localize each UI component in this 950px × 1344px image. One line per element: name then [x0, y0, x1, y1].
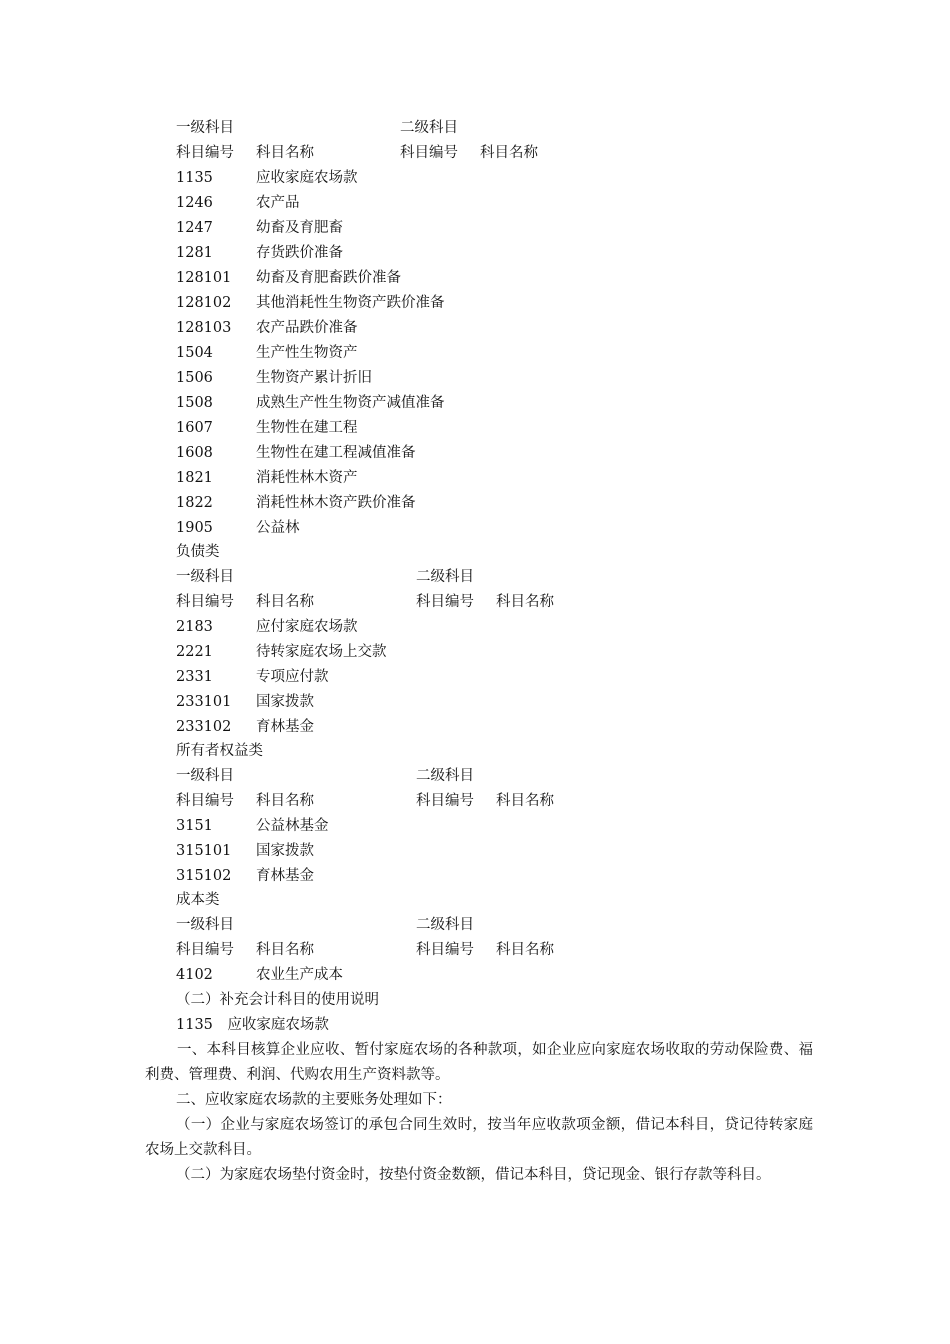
table-row	[176, 839, 816, 864]
account-code: 315102	[176, 868, 232, 884]
account-code: 1506	[176, 370, 213, 386]
liabilities-table	[176, 540, 816, 740]
table-row	[176, 864, 816, 889]
col-name: 科目名称	[256, 145, 314, 161]
header-level2: 二级科目	[416, 768, 474, 784]
account-name: 应付家庭农场款	[256, 619, 358, 635]
account-name: 生物性在建工程	[256, 420, 358, 436]
table-row	[176, 316, 816, 341]
account-code: 1135	[176, 170, 213, 186]
account-code: 233101	[176, 694, 232, 710]
section-title: 负债类	[176, 544, 220, 560]
liabilities-rows	[176, 615, 816, 740]
table-header-columns	[176, 938, 816, 963]
col-name: 科目名称	[256, 942, 314, 958]
col-name: 科目名称	[256, 793, 314, 809]
table-row	[176, 341, 816, 366]
account-name: 国家拨款	[256, 843, 314, 859]
account-code: 4102	[176, 967, 213, 983]
col-code-l2: 科目编号	[416, 594, 474, 610]
table-header-level	[176, 116, 816, 141]
account-code: 128102	[176, 295, 232, 311]
account-code: 128101	[176, 270, 232, 286]
assets-rows	[176, 166, 816, 541]
table-row	[176, 391, 816, 416]
account-name: 幼畜及育肥畜	[256, 220, 343, 236]
account-code: 1246	[176, 195, 213, 211]
header-level2: 二级科目	[416, 917, 474, 933]
section-subheading: 1135 应收家庭农场款	[176, 1017, 329, 1033]
table-row	[176, 191, 816, 216]
paragraph: （一）企业与家庭农场签订的承包合同生效时，按当年应收款项金额，借记本科目，贷记待转家庭农场上交款科目。	[145, 1117, 813, 1158]
col-code-l2: 科目编号	[416, 942, 474, 958]
assets-table	[176, 116, 816, 541]
table-row	[176, 441, 816, 466]
col-name-l2: 科目名称	[496, 942, 554, 958]
account-name: 生物资产累计折旧	[256, 370, 372, 386]
table-row	[176, 615, 816, 640]
account-name: 其他消耗性生物资产跌价准备	[256, 295, 445, 311]
account-code: 2331	[176, 669, 213, 685]
account-code: 1504	[176, 345, 213, 361]
account-name: 应收家庭农场款	[256, 170, 358, 186]
table-header-level	[176, 913, 816, 938]
account-code: 1608	[176, 445, 213, 461]
header-level1: 一级科目	[176, 120, 234, 136]
account-name: 农产品	[256, 195, 300, 211]
table-header-columns	[176, 590, 816, 615]
col-code: 科目编号	[176, 594, 234, 610]
account-name: 农产品跌价准备	[256, 320, 358, 336]
table-row	[176, 963, 816, 988]
paragraph: （二）为家庭农场垫付资金时，按垫付资金数额，借记本科目，贷记现金、银行存款等科目。	[176, 1167, 771, 1183]
cost-rows	[176, 963, 816, 988]
header-level1: 一级科目	[176, 768, 234, 784]
account-code: 1822	[176, 495, 213, 511]
account-name: 消耗性林木资产跌价准备	[256, 495, 416, 511]
account-name: 公益林	[256, 520, 300, 536]
table-row	[176, 665, 816, 690]
table-row	[176, 416, 816, 441]
table-row	[176, 241, 816, 266]
table-row	[176, 814, 816, 839]
table-row	[176, 491, 816, 516]
table-row	[176, 266, 816, 291]
header-level2: 二级科目	[416, 569, 474, 585]
table-header-columns	[176, 789, 816, 814]
account-code: 1281	[176, 245, 213, 261]
equity-rows	[176, 814, 816, 889]
col-name-l2: 科目名称	[480, 145, 538, 161]
header-level2: 二级科目	[400, 120, 458, 136]
table-header-level	[176, 565, 816, 590]
table-row	[176, 216, 816, 241]
account-code: 315101	[176, 843, 232, 859]
section-title: 所有者权益类	[176, 743, 263, 759]
table-row	[176, 690, 816, 715]
table-header-level	[176, 764, 816, 789]
account-name: 生物性在建工程减值准备	[256, 445, 416, 461]
account-name: 待转家庭农场上交款	[256, 644, 387, 660]
usage-description	[145, 1038, 813, 1188]
account-code: 1905	[176, 520, 213, 536]
equity-table	[176, 739, 816, 889]
account-name: 公益林基金	[256, 818, 329, 834]
account-name: 成熟生产性生物资产减值准备	[256, 395, 445, 411]
paragraph: 一、本科目核算企业应收、暂付家庭农场的各种款项，如企业应向家庭农场收取的劳动保险费、福利费、管理费、利润、代购农用生产资料款等。	[145, 1042, 813, 1083]
table-header-columns	[176, 141, 816, 166]
account-name: 国家拨款	[256, 694, 314, 710]
col-code: 科目编号	[176, 942, 234, 958]
account-name: 育林基金	[256, 868, 314, 884]
table-row	[176, 715, 816, 740]
section-heading: （二）补充会计科目的使用说明	[176, 992, 379, 1008]
account-name: 幼畜及育肥畜跌价准备	[256, 270, 401, 286]
table-row	[176, 516, 816, 541]
col-code-l2: 科目编号	[416, 793, 474, 809]
table-row	[176, 640, 816, 665]
account-name: 农业生产成本	[256, 967, 343, 983]
account-code: 128103	[176, 320, 232, 336]
table-row	[176, 291, 816, 316]
account-code: 2221	[176, 644, 213, 660]
col-code: 科目编号	[176, 145, 234, 161]
table-row	[176, 366, 816, 391]
header-level1: 一级科目	[176, 917, 234, 933]
account-code: 1607	[176, 420, 213, 436]
col-code-l2: 科目编号	[400, 145, 458, 161]
account-code: 233102	[176, 719, 232, 735]
table-row	[176, 466, 816, 491]
col-name-l2: 科目名称	[496, 594, 554, 610]
col-name: 科目名称	[256, 594, 314, 610]
account-name: 生产性生物资产	[256, 345, 358, 361]
account-name: 存货跌价准备	[256, 245, 343, 261]
account-name: 专项应付款	[256, 669, 329, 685]
account-code: 3151	[176, 818, 213, 834]
account-code: 1508	[176, 395, 213, 411]
paragraph: 二、应收家庭农场款的主要账务处理如下：	[176, 1092, 452, 1108]
account-code: 2183	[176, 619, 213, 635]
section-title: 成本类	[176, 892, 220, 908]
cost-table	[176, 888, 816, 1038]
table-row	[176, 166, 816, 191]
account-name: 育林基金	[256, 719, 314, 735]
col-code: 科目编号	[176, 793, 234, 809]
account-name: 消耗性林木资产	[256, 470, 358, 486]
col-name-l2: 科目名称	[496, 793, 554, 809]
account-code: 1247	[176, 220, 213, 236]
header-level1: 一级科目	[176, 569, 234, 585]
account-code: 1821	[176, 470, 213, 486]
